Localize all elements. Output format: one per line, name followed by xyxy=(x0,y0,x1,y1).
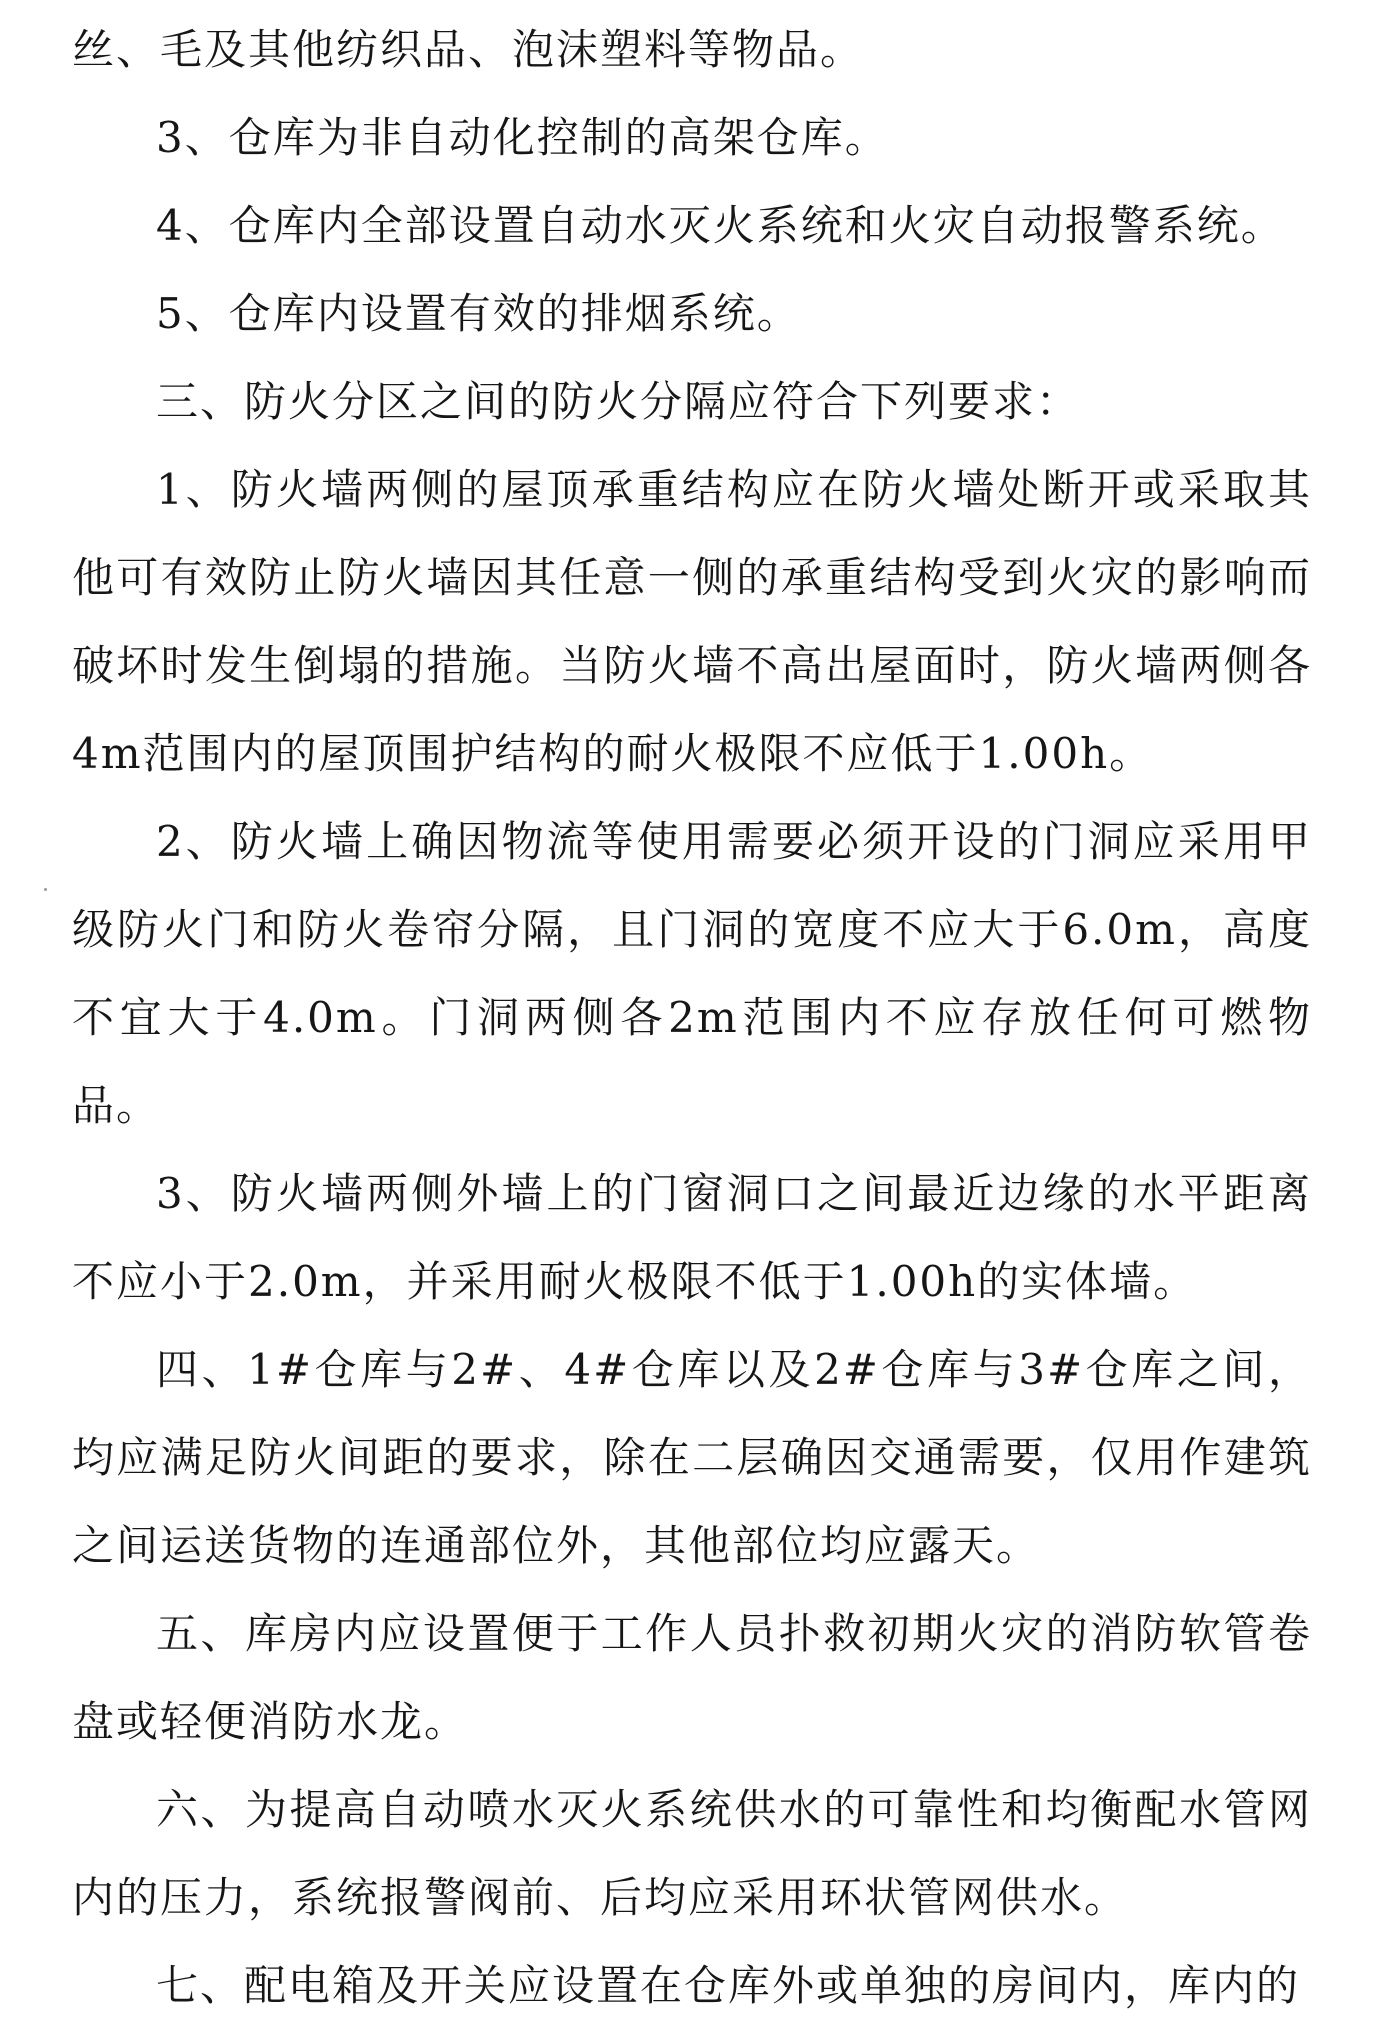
section-heading-3: 三、防火分区之间的防火分隔应符合下列要求： xyxy=(156,377,1081,426)
paragraph-item-5: 5、仓库内设置有效的排烟系统。 xyxy=(156,289,801,338)
paragraph-subitem-1: 1、防火墙两侧的屋顶承重结构应在防火墙处断开或采取其他可有效防止防火墙因其任意一侧的承重结构受到火灾的影响而破坏时发生倒塌的措施。当防火墙不高出屋面时，防火墙两侧各4m范围内的屋顶围护结构的耐火极限不应低于1.00h。 xyxy=(72,465,1312,778)
paragraph-subitem-2: 2、防火墙上确因物流等使用需要必须开设的门洞应采用甲级防火门和防火卷帘分隔，且门洞的宽度不应大于6.0m，高度不宜大于4.0m。门洞两侧各2m范围内不应存放任何可燃物品。 xyxy=(72,817,1312,1130)
document-body xyxy=(72,6,1312,2030)
paragraph-item-4: 4、仓库内全部设置自动水灭火系统和火灾自动报警系统。 xyxy=(156,201,1285,250)
section-paragraph-4: 四、1#仓库与2#、4#仓库以及2#仓库与3#仓库之间，均应满足防火间距的要求，除在二层确因交通需要，仅用作建筑之间运送货物的连通部位外，其他部位均应露天。 xyxy=(72,1345,1312,1570)
section-paragraph-6: 六、为提高自动喷水灭火系统供水的可靠性和均衡配水管网内的压力，系统报警阀前、后均应采用环状管网供水。 xyxy=(72,1785,1312,1922)
section-paragraph-7: 七、配电箱及开关应设置在仓库外或单独的房间内，库内的 xyxy=(156,1961,1301,2010)
paragraph-item-3: 3、仓库为非自动化控制的高架仓库。 xyxy=(156,113,889,162)
scan-mark xyxy=(44,888,47,891)
paragraph-continuation: 丝、毛及其他纺织品、泡沫塑料等物品。 xyxy=(72,25,865,74)
paragraph-subitem-3: 3、防火墙两侧外墙上的门窗洞口之间最近边缘的水平距离不应小于2.0m，并采用耐火极限不低于1.00h的实体墙。 xyxy=(72,1169,1312,1306)
section-paragraph-5: 五、库房内应设置便于工作人员扑救初期火灾的消防软管卷盘或轻便消防水龙。 xyxy=(72,1609,1312,1746)
